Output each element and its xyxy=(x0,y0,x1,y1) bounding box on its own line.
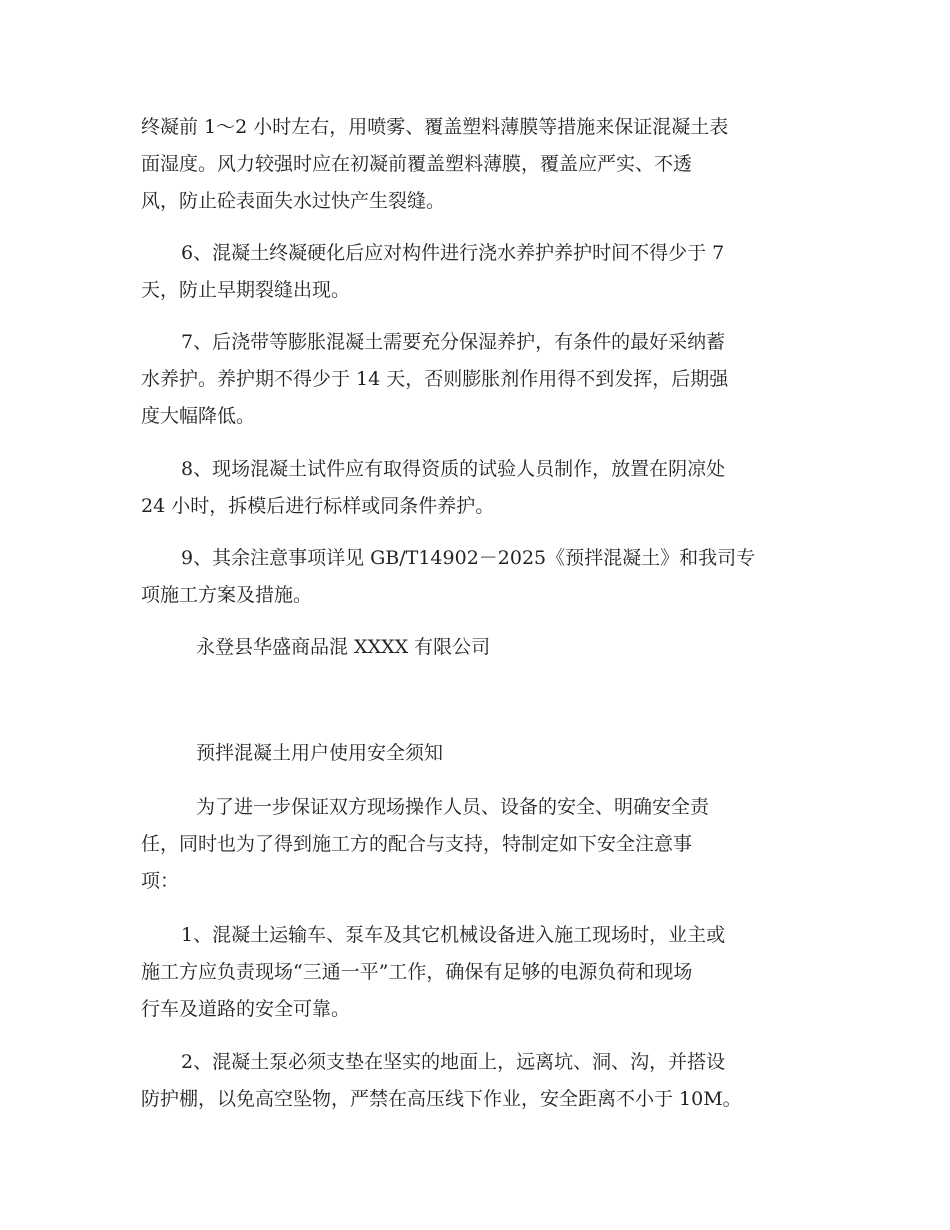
text-line: 6、混凝土终凝硬化后应对构件进行浇水养护养护时间不得少于 7 xyxy=(181,242,725,264)
paragraph-safety-intro xyxy=(141,789,821,900)
paragraph-item-9 xyxy=(141,540,821,614)
text-line: 水养护。养护期不得少于 14 天，否则膨胀剂作用得不到发挥，后期强 xyxy=(141,368,729,390)
text-line: 度大幅降低。 xyxy=(141,405,256,427)
text-line: 防护棚，以免高空坠物，严禁在高压线下作业，安全距离不小于 10M。 xyxy=(141,1088,742,1110)
text-line: 1、混凝土运输车、泵车及其它机械设备进入施工现场时，业主或 xyxy=(181,924,726,946)
paragraph-curing-continued xyxy=(141,109,821,220)
text-line: 施工方应负责现场“三通一平”工作，确保有足够的电源负荷和现场 xyxy=(141,961,693,983)
text-line: 9、其余注意事项详见 GB/T14902－2025《预拌混凝土》和我司专 xyxy=(181,547,756,569)
text-line: 24 小时，拆模后进行标样或同条件养护。 xyxy=(141,495,495,517)
paragraph-safety-item-1 xyxy=(141,917,821,1028)
text-line: 面湿度。风力较强时应在初凝前覆盖塑料薄膜，覆盖应严实、不透 xyxy=(141,153,693,175)
paragraph-item-7 xyxy=(141,324,821,435)
text-line: 任，同时也为了得到施工方的配合与支持，特制定如下安全注意事 xyxy=(141,833,693,855)
section-title xyxy=(141,735,821,772)
paragraph-item-6 xyxy=(141,235,821,309)
text-line: 8、现场混凝土试件应有取得资质的试验人员制作，放置在阴凉处 xyxy=(181,458,726,480)
paragraph-item-8 xyxy=(141,451,821,525)
text-line: 终凝前 1～2 小时左右，用喷雾、覆盖塑料薄膜等措施来保证混凝土表 xyxy=(141,116,729,138)
section-title-text: 预拌混凝土用户使用安全须知 xyxy=(196,742,444,764)
paragraph-safety-item-2 xyxy=(141,1044,821,1118)
text-line: 2、混凝土泵必须支垫在坚实的地面上，远离坑、洞、沟，并搭设 xyxy=(181,1051,726,1073)
text-line: 为了进一步保证双方现场操作人员、设备的安全、明确安全责 xyxy=(196,796,710,818)
text-line: 项： xyxy=(141,870,180,892)
text-line: 7、后浇带等膨胀混凝土需要充分保湿养护，有条件的最好采纳蓄 xyxy=(181,331,726,353)
text-line: 行车及道路的安全可靠。 xyxy=(141,998,351,1020)
text-line: 项施工方案及措施。 xyxy=(141,584,313,606)
company-signature xyxy=(141,629,821,666)
company-name: 永登县华盛商品混 XXXX 有限公司 xyxy=(196,636,491,658)
text-line: 天，防止早期裂缝出现。 xyxy=(141,279,351,301)
text-line: 风，防止砼表面失水过快产生裂缝。 xyxy=(141,190,446,212)
